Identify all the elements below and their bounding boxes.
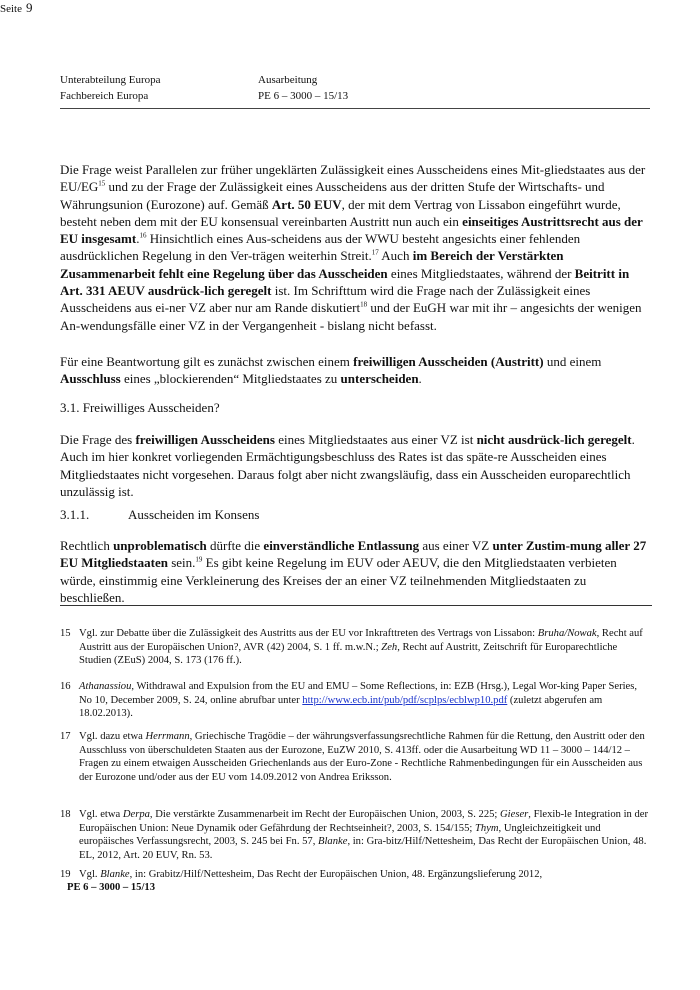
footnote-text xyxy=(79,680,650,721)
paragraph-voluntary-exit xyxy=(60,431,652,500)
section-number: 3.1.1. xyxy=(60,507,90,522)
bold-text: freiwilligen Ausscheidens xyxy=(135,432,275,447)
author-name: Zeh xyxy=(381,641,398,653)
paragraph-parallels xyxy=(60,161,652,334)
bold-text: einseitiges Austrittsrecht aus der EU insgesamt xyxy=(60,213,643,247)
footnote-ref-16[interactable]: 16 xyxy=(139,231,147,240)
bold-text: Beitritt in Art. 331 AEUV ausdrück-lich geregelt xyxy=(60,265,630,299)
header-doc-number: PE 6 – 3000 – 15/13 xyxy=(258,90,349,102)
text: , der mit dem Vertrag von Lissabon eingeführt wurde, besteht neben dem mit der EU konsensual vereinbarten Austritt nun auch ein xyxy=(60,196,621,229)
page-label: Seite xyxy=(0,3,22,15)
text: Die Frage des xyxy=(60,432,136,447)
text: , in: Grabitz/Hilf/Nettesheim, Das Recht der Europäischen Union, 48. Ergänzungslieferung 2012, xyxy=(129,869,543,880)
footnote-number: 17 xyxy=(60,731,71,742)
footnote-ref-19[interactable]: 19 xyxy=(195,555,203,564)
text: Auch xyxy=(378,248,413,264)
text: , Die verstärkte Zusammenarbeit im Recht der Europäischen Union, 2003, S. 225; xyxy=(149,809,501,820)
bold-text: Ausschluss xyxy=(60,371,121,387)
text: , Ungleichzeitigkeit und europäisches Verfassungsrecht, 2003, S. 245 bei Fn. 57, xyxy=(79,822,601,848)
bold-text: unter Zustim-mung aller 27 EU Mitgliedstaaten xyxy=(60,538,647,571)
author-name: Blanke xyxy=(100,869,130,880)
text: eines Mitgliedstaates aus einer VZ ist xyxy=(274,432,477,447)
text: , in: Gra-bitz/Hilf/Nettesheim, Das Recht der Europäischen Union, 48. EL, 2012, Art. 20 EUV, Rn. 53. xyxy=(79,836,647,861)
footnote-ref-15[interactable]: 15 xyxy=(98,179,106,188)
footnote-number: 16 xyxy=(60,681,71,692)
footnote-17 xyxy=(60,730,650,784)
text: Rechtlich xyxy=(60,538,114,553)
text: Die Frage weist Parallelen zur früher ungeklärten Zulässigkeit eines Ausscheidens eines Mit-gliedstaates aus der EU/EG xyxy=(60,162,646,195)
ecb-paper-link[interactable]: http://www.ecb.int/pub/pdf/scplps/ecblwp10.pdf xyxy=(302,694,508,706)
text: eines „blockierenden“ Mitgliedstaates zu xyxy=(120,371,341,387)
text: . xyxy=(418,371,422,387)
header-unit: Unterabteilung Europa xyxy=(60,74,161,86)
bold-text: Art. 50 EUV xyxy=(271,196,342,212)
text: ist. Im Schrifttum wird die Frage nach der Zulässigkeit eines Ausscheidens aus ei-ner VZ aber nur am Rande diskutiert xyxy=(60,283,591,316)
bold-text: freiwilligen Ausscheiden (Austritt) xyxy=(353,354,544,369)
footnote-19 xyxy=(60,868,650,882)
footnote-text xyxy=(79,868,650,882)
footnote-number: 18 xyxy=(60,809,71,820)
text: dürfte die xyxy=(206,538,264,553)
text: und zu der Frage der Zulässigkeit eines Ausscheidens aus der dritten Stufe der Wirtschafts- und Währungsunion (Eurozone) auf. Gemäß xyxy=(60,179,605,212)
footnote-15 xyxy=(60,627,650,668)
footnote-ref-17[interactable]: 17 xyxy=(371,249,379,258)
paragraph-distinction xyxy=(60,353,652,388)
header-division: Fachbereich Europa xyxy=(60,90,149,102)
author-name: Thym xyxy=(475,822,499,834)
footnote-16 xyxy=(60,680,650,721)
header-divider xyxy=(60,108,650,109)
text: . xyxy=(136,231,140,247)
footnote-18 xyxy=(60,808,650,862)
author-name: Gieser xyxy=(500,809,529,820)
text: , Recht auf Austritt, Zeitschrift für Europarechtliche Studien (ZEuS) 2004, S. 173 (176 ff.). xyxy=(79,641,618,667)
bold-text: unproblematisch xyxy=(113,538,207,553)
text: Vgl. dazu etwa xyxy=(79,731,146,742)
text: . Auch im hier konkret vorliegenden Ermächtigungsbeschluss des Rates ist das späte-re Ausscheiden eines Mitgliedstaates nicht vorgesehen. Daraus folgt aber nicht zwangsläufig, dass ein Ausscheiden europarechtlich unzulässig ist. xyxy=(60,432,635,499)
text: (zuletzt abgerufen am 18.02.2013). xyxy=(79,694,603,720)
bold-text: im Bereich der Verstärkten Zusammenarbeit fehlt eine Regelung über das Ausscheiden xyxy=(60,248,564,281)
section-heading-3-1: 3.1. Freiwilliges Ausscheiden? xyxy=(60,400,220,415)
footnote-ref-18[interactable]: 18 xyxy=(360,301,368,310)
author-name: Bruha/Nowak xyxy=(537,628,597,639)
bold-text: nicht ausdrück-lich geregelt xyxy=(476,432,632,447)
text: und der EuGH war mit ihr – angesichts der wenigen An-wendungsfälle einer VZ in der Vergangenheit - bislang nicht befasst. xyxy=(60,300,642,333)
footnote-number: 19 xyxy=(60,869,71,880)
footnote-text xyxy=(79,627,650,668)
footnote-text xyxy=(79,730,650,784)
text: Vgl. xyxy=(79,869,101,880)
text: Vgl. etwa xyxy=(79,809,123,820)
text: eines Mitgliedstaates, während der xyxy=(387,265,575,281)
text: Vgl. zur Debatte über die Zulässigkeit des Austritts aus der EU vor Inkrafttreten des Vertrags von Lissabon: xyxy=(79,628,538,639)
header-document xyxy=(258,72,348,104)
author-name: Herrmann xyxy=(145,731,190,742)
footnote-number: 15 xyxy=(60,628,71,639)
text: , Recht auf Austritt aus der Europäischen Union?, AVR (42) 2004, S. 1 ff. m.w.N.; xyxy=(79,628,643,653)
text: Hinsichtlich eines Aus-scheidens aus der WWU besteht angesichts einer fehlenden ausdrücklichen Regelung in den Ver-trägen weiterhin Streit. xyxy=(60,231,581,264)
bold-text: einverständliche Entlassung xyxy=(263,538,420,553)
footer-doc-number: PE 6 – 3000 – 15/13 xyxy=(67,882,155,893)
text: sein. xyxy=(167,555,196,571)
text: und einem xyxy=(543,354,602,369)
author-name: Athanassiou xyxy=(79,681,132,692)
header-page xyxy=(0,0,700,16)
section-heading-3-1-1 xyxy=(60,506,652,523)
header-doc-type: Ausarbeitung xyxy=(258,74,318,86)
author-name: Blanke xyxy=(318,836,348,848)
section-title: Ausscheiden im Konsens xyxy=(128,507,260,522)
text: , Flexib-le Integration in der Europäischen Union: Neue Dynamik oder Gefährdung der Rechtseinheit?, 2003, S. 154/155; xyxy=(79,809,649,834)
text: Für eine Beantwortung gilt es zunächst zwischen einem xyxy=(60,354,354,369)
page-number: 9 xyxy=(26,0,33,15)
text: aus einer VZ xyxy=(419,538,493,553)
paragraph-consensus xyxy=(60,537,652,606)
footnote-text xyxy=(79,808,650,862)
text: , Withdrawal and Expulsion from the EU and EMU – Some Reflections, in: EZB (Hrsg.), Legal Wor-king Paper Series, No 10, December 2009, S. 24, online abrufbar unter xyxy=(79,681,638,706)
bold-text: unterscheiden xyxy=(340,371,419,387)
footnote-divider xyxy=(60,605,652,606)
text: , Griechische Tragödie – der währungsverfassungsrechtliche Rahmen für die Rettung, den Austritt oder den Ausschluss von überschuldeten Staaten aus der Eurozone, EuZW 2010, S. 413ff. oder die Ausarbeitung WD 11 – 3000 – 144/12 – Fragen zu einem etwaigen Ausscheiden Griechenlands aus der Euro-Zone - Rechtliche Rahmenbedingungen für ein Ausscheiden aus der Eurozone und/oder aus der EU vom 14.09.2012 von Andrea Eriksson. xyxy=(79,731,645,783)
text: Es gibt keine Regelung im EUV oder AEUV, die den Mitgliedstaaten verbieten würde, einstimmig eine Verkleinerung des Kreises der an einer VZ teilnehmenden Mitgliedstaaten zu beschließen. xyxy=(60,555,617,605)
author-name: Derpa xyxy=(122,809,150,820)
header-department xyxy=(60,72,161,104)
